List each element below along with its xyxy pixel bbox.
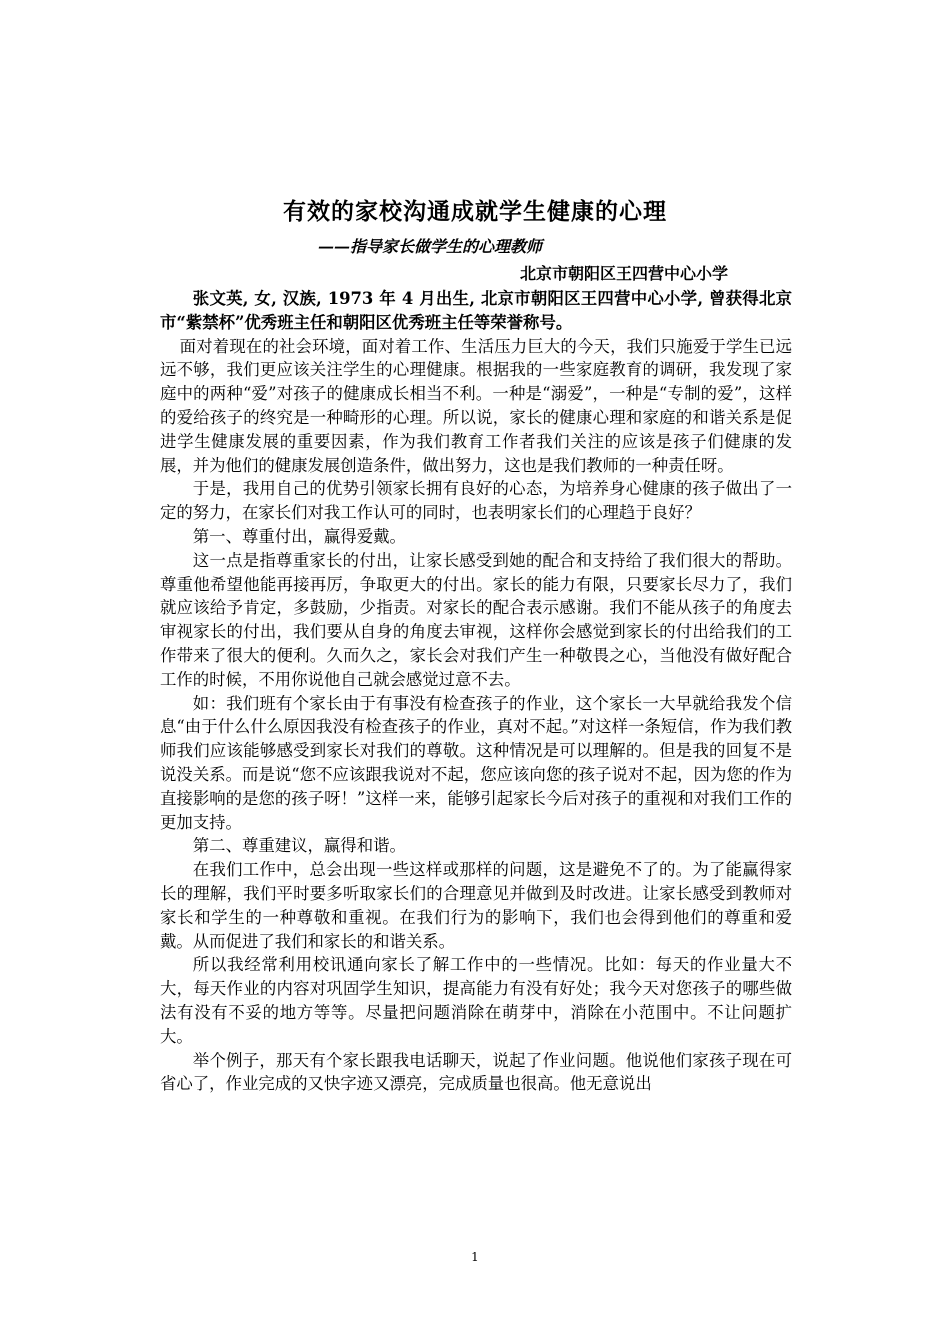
page-number: 1 [471, 1250, 479, 1264]
school-name: 北京市朝阳区王四营中心小学 [520, 264, 729, 283]
section-heading: 第二、尊重建议，赢得和谐。 [192, 836, 406, 856]
paragraph: 于是，我用自己的优势引领家长拥有良好的心态，为培养身心健康的孩子做出了一定的努力，在家长们对我工作认可的同时，也表明家长们的心理趋于良好？ [160, 479, 792, 523]
document-title: 有效的家校沟通成就学生健康的心理 [283, 198, 667, 225]
section-heading: 第一、尊重付出，赢得爱戴。 [192, 526, 406, 546]
document-subtitle: ——指导家长做学生的心理教师 [318, 237, 543, 256]
paragraph: 在我们工作中，总会出现一些这样或那样的问题，这是避免不了的。为了能赢得家长的理解，我们平时要多听取家长们的合理意见并做到及时改进。让家长感受到教师对家长和学生的一种尊敬和重视。在我们行为的影响下，我们也会得到他们的尊重和爱戴。从而促进了我们和家长的和谐关系。 [160, 860, 792, 951]
paragraph: 面对着现在的社会环境，面对着工作、生活压力巨大的今天，我们只施爱于学生已远远不够，我们更应该关注学生的心理健康。根据我的一些家庭教育的调研，我发现了家庭中的两种“爱”对孩子的健康成长相当不利。一种是“溺爱”，一种是“专制的爱”，这样的爱给孩子的终究是一种畸形的心理。所以说，家长的健康心理和家庭的和谐关系是促进学生健康发展的重要因素，作为我们教育工作者我们关注的应该是孩子们健康的发展，并为他们的健康发展创造条件，做出努力，这也是我们教师的一种责任呀。 [160, 336, 792, 475]
paragraph: 如：我们班有个家长由于有事没有检查孩子的作业，这个家长一大早就给我发个信息“由于什么什么原因我没有检查孩子的作业，真对不起。”对这样一条短信，作为我们教师我们应该能够感受到家长对我们的尊敬。这种情况是可以理解的。但是我的回复不是说没关系。而是说“您不应该跟我说对不起，您应该向您的孩子说对不起，因为您的作为直接影响的是您的孩子呀！”这样一来，能够引起家长今后对孩子的重视和对我们工作的更加支持。 [160, 693, 792, 832]
paragraph: 举个例子，那天有个家长跟我电话聊天，说起了作业问题。他说他们家孩子现在可省心了，作业完成的又快字迹又漂亮，完成质量也很高。他无意说出 [160, 1050, 792, 1094]
author-bio: 张文英, 女, 汉族, 1973 年 4 月出生, 北京市朝阳区王四营中心小学, 曾获得北京市“紫禁杯”优秀班主任和朝阳区优秀班主任等荣誉称号。 [160, 289, 792, 332]
paragraph: 所以我经常利用校讯通向家长了解工作中的一些情况。比如：每天的作业量大不大，每天作业的内容对巩固学生知识，提高能力有没有好处；我今天对您孩子的哪些做法有没有不妥的地方等等。尽量把问题消除在萌芽中，消除在小范围中。不让问题扩大。 [160, 955, 792, 1046]
paragraph: 这一点是指尊重家长的付出，让家长感受到她的配合和支持给了我们很大的帮助。尊重他希望他能再接再厉，争取更大的付出。家长的能力有限，只要家长尽力了，我们就应该给予肯定，多鼓励，少指责。对家长的配合表示感谢。我们不能从孩子的角度去审视家长的付出，我们要从自身的角度去审视，这样你会感觉到家长的付出给我们的工作带来了很大的便利。久而久之，家长会对我们产生一种敬畏之心，当他没有做好配合工作的时候，不用你说他自己就会感觉过意不去。 [160, 550, 792, 689]
document-body [160, 287, 792, 1096]
